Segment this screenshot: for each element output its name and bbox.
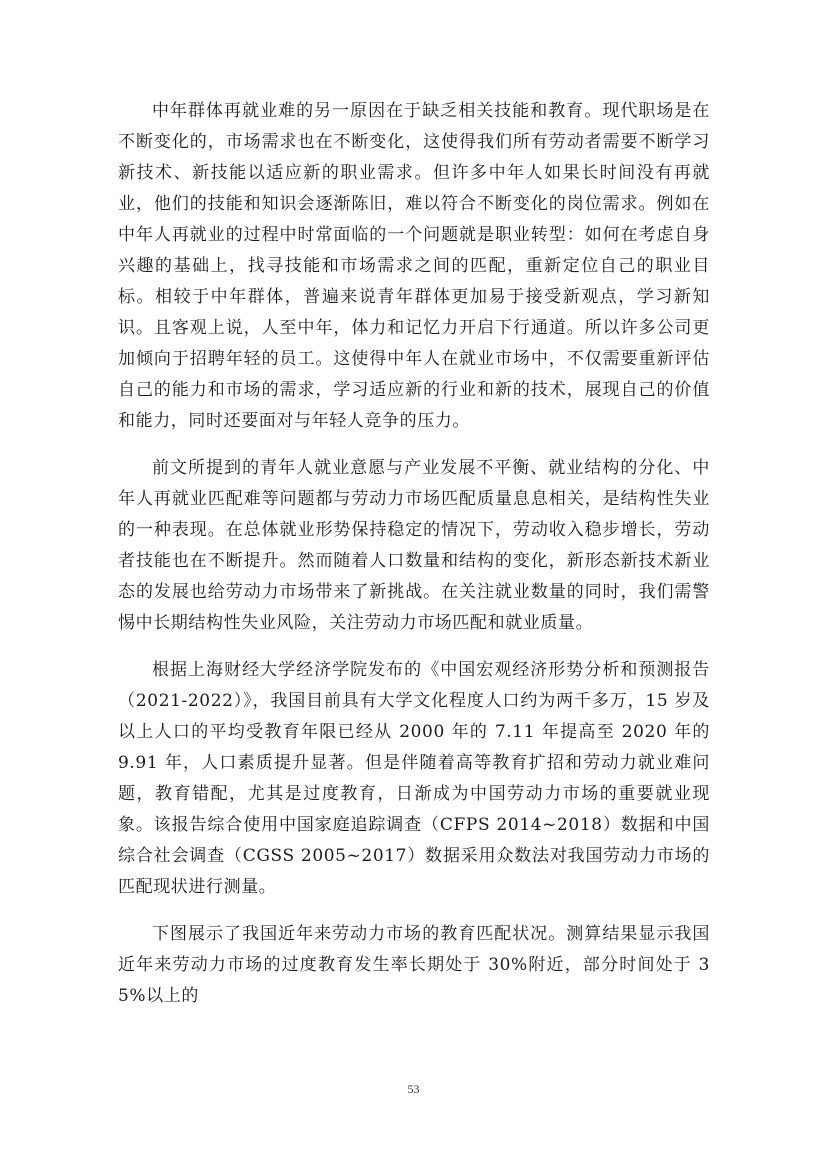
paragraph-middle-aged-reemployment: 中年群体再就业难的另一原因在于缺乏相关技能和教育。现代职场是在不断变化的，市场需求也在不断变化，这使得我们所有劳动者需要不断学习新技术、新技能以适应新的职业需求。但许多中年人如果长时间没有再就业，他们的技能和知识会逐渐陈旧，难以符合不断变化的岗位需求。例如在中年人再就业的过程中时常面临的一个问题就是职业转型：如何在考虑自身兴趣的基础上，找寻技能和市场需求之间的匹配，重新定位自己的职业目标。相较于中年群体，普遍来说青年群体更加易于接受新观点，学习新知识。且客观上说，人至中年，体力和记忆力开启下行通道。所以许多公司更加倾向于招聘年轻的员工。这使得中年人在就业市场中，不仅需要重新评估自己的能力和市场的需求，学习适应新的行业和新的技术，展现自己的价值和能力，同时还要面对与年轻人竞争的压力。 [118,101,710,431]
body-text [118,96,710,1028]
paragraph-overeducation-rate: 下图展示了我国近年来劳动力市场的教育匹配状况。测算结果显示我国近年来劳动力市场的过度教育发生率长期处于 30%附近，部分时间处于 35%以上的 [118,924,710,1006]
page-number: 53 [407,1082,420,1096]
paragraph-education-mismatch-report: 根据上海财经大学经济学院发布的《中国宏观经济形势分析和预测报告（2021-2022）》，我国目前具有大学文化程度人口约为两千多万，15 岁及以上人口的平均受教育年限已经从 2000 年的 7.11 年提高至 2020 年的 9.91 年，人口素质提升显著。但是伴随着高等教育扩招和劳动力就业难问题，教育错配，尤其是过度教育，日渐成为中国劳动力市场的重要就业现象。该报告综合使用中国家庭追踪调查（CFPS 2014~2018）数据和中国综合社会调查（CGSS 2005~2017）数据采用众数法对我国劳动力市场的匹配现状进行测量。 [118,660,710,897]
paragraph-structural-unemployment: 前文所提到的青年人就业意愿与产业发展不平衡、就业结构的分化、中年人再就业匹配难等问题都与劳动力市场匹配质量息息相关，是结构性失业的一种表现。在总体就业形势保持稳定的情况下，劳动收入稳步增长，劳动者技能也在不断提升。然而随着人口数量和结构的变化，新形态新技术新业态的发展也给劳动力市场带来了新挑战。在关注就业数量的同时，我们需警惕中长期结构性失业风险，关注劳动力市场匹配和就业质量。 [118,458,710,633]
